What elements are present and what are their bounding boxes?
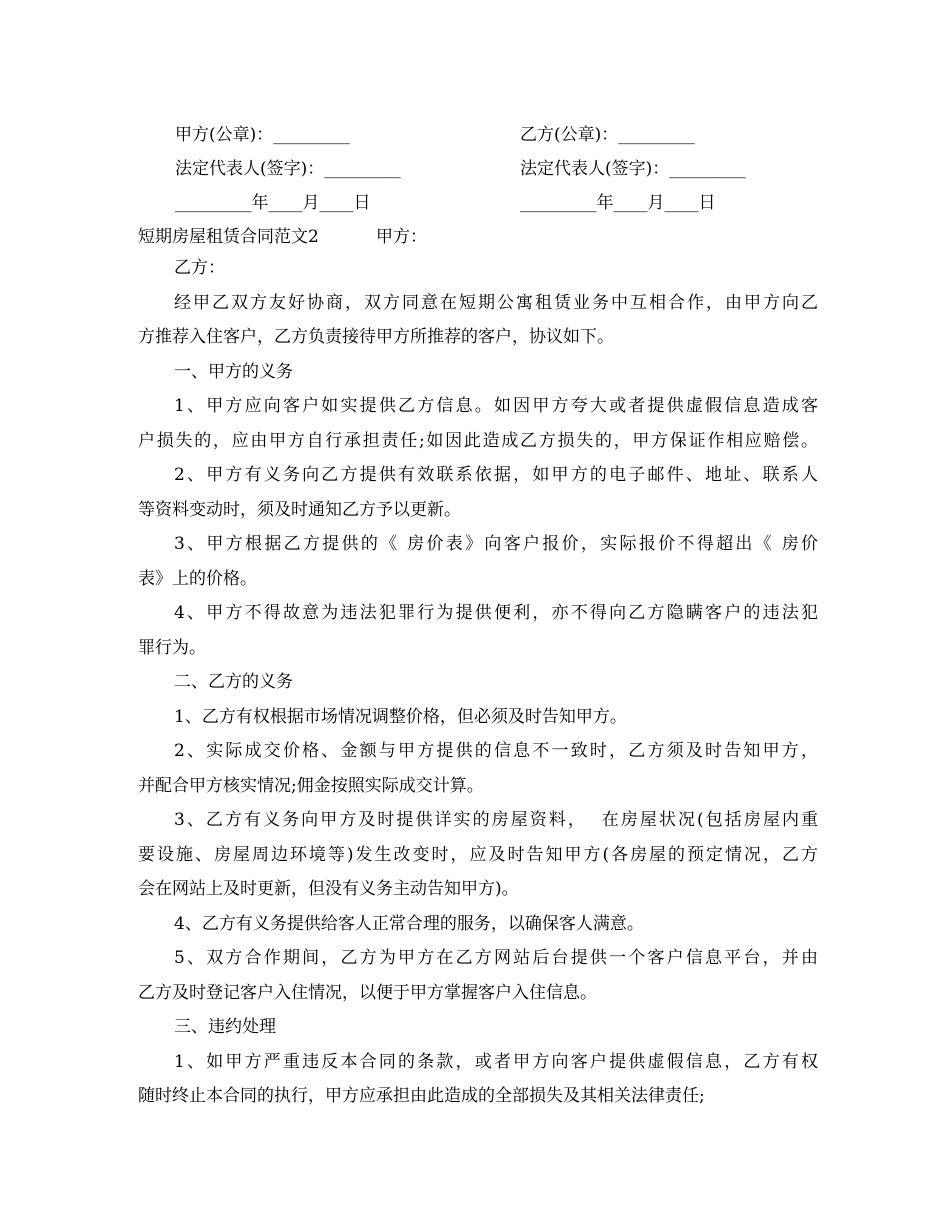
- body-line: 一、甲方的义务: [174, 361, 293, 382]
- section-title: 短期房屋租赁合同范文2: [138, 227, 319, 247]
- body-line: 会在网站上及时更新，但没有义务主动告知甲方)。: [138, 879, 519, 899]
- body-line: 4、甲方不得故意为违法犯罪行为提供便利，亦不得向乙方隐瞒客户的违法犯: [174, 603, 818, 623]
- body-line: 2、甲方有义务向乙方提供有效联系依据，如甲方的电子邮件、地址、联系人: [174, 465, 818, 485]
- party-b-seal-field: 乙方(公章)：_________: [520, 125, 695, 145]
- body-line: 罪行为。: [138, 637, 206, 658]
- party-a-date-field: _________年____月____日: [175, 193, 371, 213]
- body-line: 1、乙方有权根据市场情况调整价格，但必须及时告知甲方。: [174, 706, 627, 727]
- body-line: 方推荐入住客户，乙方负责接待甲方所推荐的客户，协议如下。: [138, 327, 614, 347]
- body-line: 3、甲方根据乙方提供的《 房价表》向客户报价，实际报价不得超出《 房价: [174, 534, 818, 554]
- body-line: 表》上的价格。: [138, 568, 257, 589]
- body-line: 户损失的，应由甲方自行承担责任;如因此造成乙方损失的，甲方保证作相应赔偿。: [138, 430, 818, 451]
- party-b-representative-field: 法定代表人(签字)：_________: [520, 159, 746, 179]
- body-line: 1、如甲方严重违反本合同的条款，或者甲方向客户提供虚假信息，乙方有权: [174, 1051, 818, 1072]
- body-line: 要设施、房屋周边环境等)发生改变时，应及时告知甲方(各房屋的预定情况，乙方: [138, 844, 818, 865]
- body-line: 1、甲方应向客户如实提供乙方信息。如因甲方夸大或者提供虚假信息造成客: [174, 396, 818, 416]
- body-line: 并配合甲方核实情况;佣金按照实际成交计算。: [138, 775, 484, 796]
- body-line: 三、违约处理: [174, 1017, 276, 1037]
- party-a-seal-field: 甲方(公章)：_________: [175, 125, 350, 145]
- body-line: 二、乙方的义务: [174, 672, 293, 692]
- body-line: 2、实际成交价格、金额与甲方提供的信息不一致时，乙方须及时告知甲方，: [174, 741, 818, 761]
- party-b-date-field: _________年____月____日: [520, 193, 716, 213]
- body-line: 乙方及时登记客户入住情况，以便于甲方掌握客户入住信息。: [138, 982, 597, 1003]
- party-a-representative-field: 法定代表人(签字)：_________: [175, 159, 401, 179]
- party-a-label: 甲方：: [376, 227, 427, 247]
- body-line: 4、乙方有义务提供给客人正常合理的服务，以确保客人满意。: [174, 913, 644, 934]
- body-line: 5、双方合作期间，乙方为甲方在乙方网站后台提供一个客户信息平台，并由: [174, 948, 818, 968]
- body-line: 经甲乙双方友好协商，双方同意在短期公寓租赁业务中互相合作，由甲方向乙: [174, 292, 818, 313]
- body-line: 等资料变动时，须及时通知乙方予以更新。: [138, 499, 461, 520]
- body-line: 随时终止本合同的执行，甲方应承担由此造成的全部损失及其相关法律责任;: [138, 1086, 705, 1106]
- body-line: 乙方：: [174, 258, 225, 278]
- body-line: 3、乙方有义务向甲方及时提供详实的房屋资料， 在房屋状况(包括房屋内重: [174, 810, 818, 830]
